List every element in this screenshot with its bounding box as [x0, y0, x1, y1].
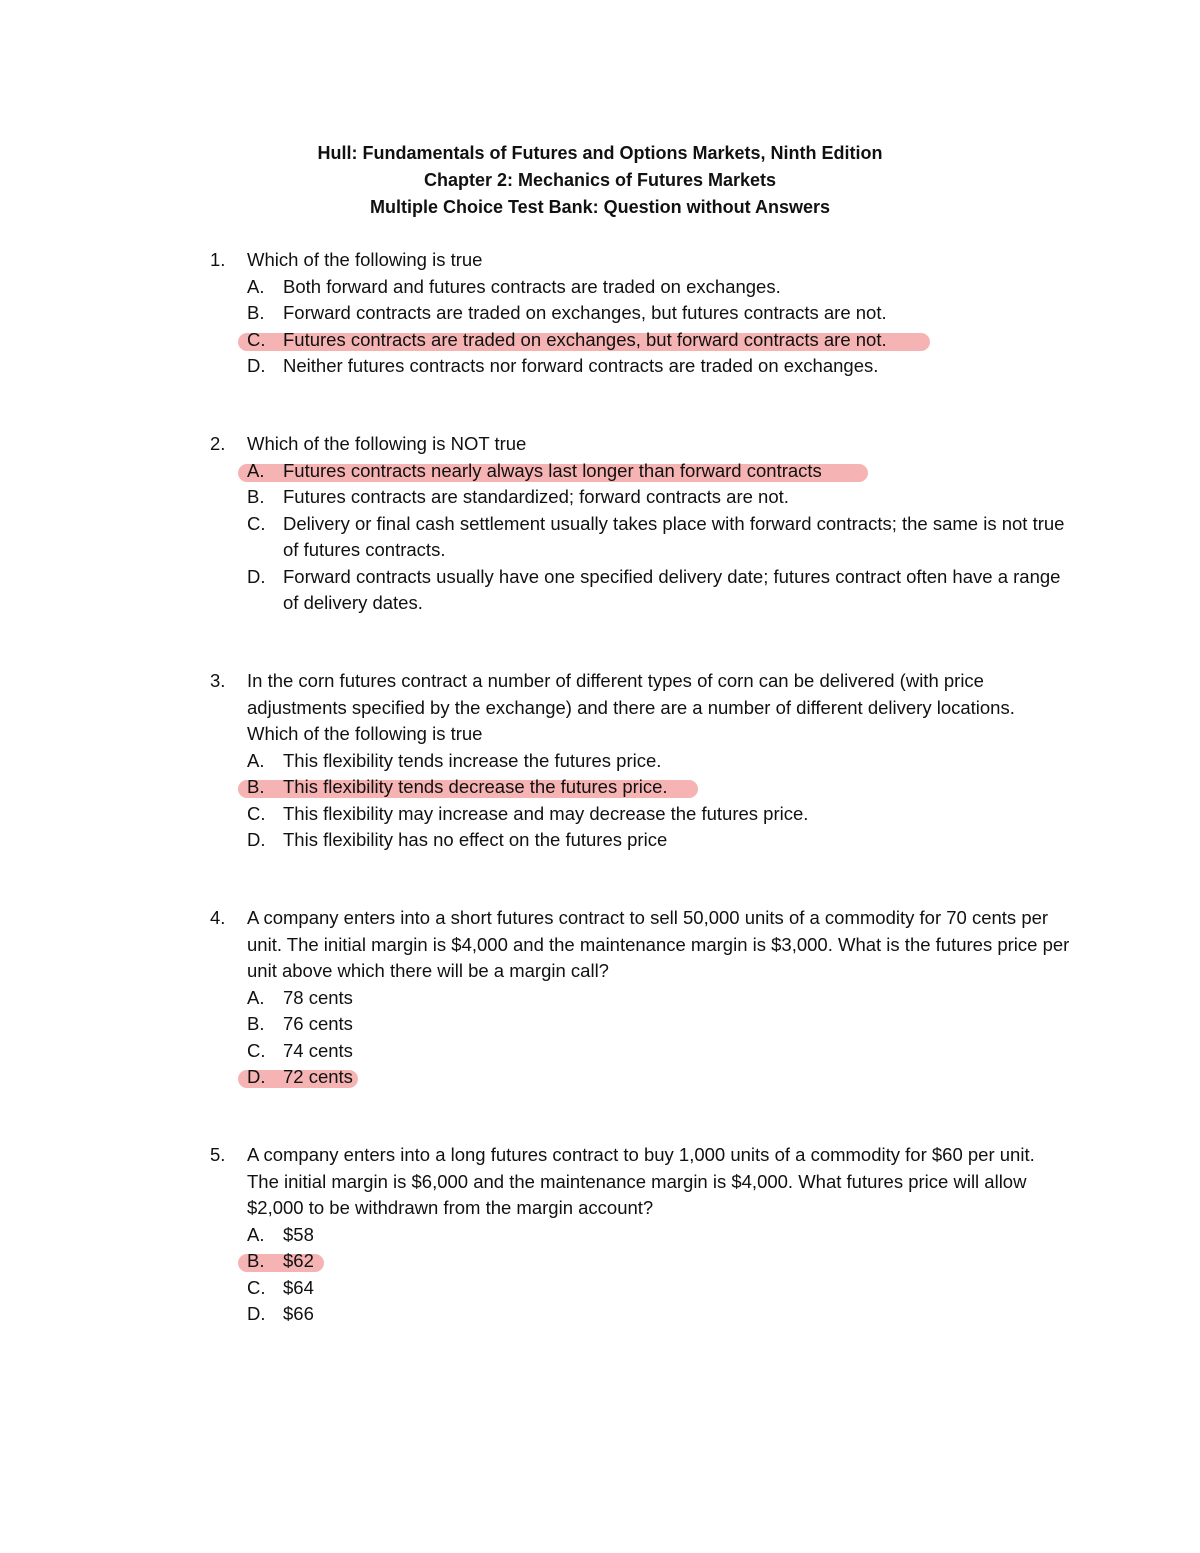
option-d: [210, 1301, 1070, 1328]
option-text: $58: [283, 1223, 314, 1245]
question-1: [210, 247, 1070, 380]
question-text: A company enters into a long futures contract to buy 1,000 units of a commodity for $60 per unit. The initial margin is $6,000 and the maintenance margin is $4,000. What futures price will allow $2,000 to be withdrawn from the margin account?: [247, 1144, 1035, 1218]
option-letter: A.: [247, 459, 265, 481]
question-number: 5.: [210, 1144, 226, 1165]
option-letter: C.: [247, 1039, 266, 1061]
option-text: 76 cents: [283, 1013, 353, 1034]
option-b: [210, 1248, 1070, 1275]
option-letter: A.: [247, 986, 265, 1008]
option-text: Futures contracts are standardized; forward contracts are not.: [283, 486, 789, 507]
option-c: [210, 1038, 1070, 1065]
option-b: [210, 484, 1070, 511]
question-text: A company enters into a short futures contract to sell 50,000 units of a commodity for 70 cents per unit. The initial margin is $4,000 and the maintenance margin is $3,000. What is the futures price per unit above which there will be a margin call?: [247, 907, 1070, 981]
test-bank-title: Multiple Choice Test Bank: Question without Answers: [369, 197, 831, 217]
option-b: [210, 300, 1070, 327]
option-text: Forward contracts are traded on exchanges, but futures contracts are not.: [283, 302, 887, 323]
option-d: [210, 564, 1070, 617]
question-2: [210, 431, 1070, 617]
option-d: [210, 353, 1070, 380]
option-letter: A.: [247, 275, 265, 297]
option-d: [210, 827, 1070, 854]
option-letter: D.: [247, 829, 266, 850]
option-a: [210, 458, 1070, 485]
book-title: Hull: Fundamentals of Futures and Options Markets, Ninth Edition: [317, 143, 883, 163]
option-text: This flexibility tends increase the futures price.: [283, 749, 662, 771]
question-text: Which of the following is NOT true: [247, 433, 527, 454]
question-stem: [210, 431, 1070, 458]
option-text: This flexibility may increase and may decrease the futures price.: [283, 802, 809, 824]
option-letter: B.: [247, 486, 265, 507]
option-letter: B.: [247, 1013, 265, 1034]
question-number: 4.: [210, 907, 226, 928]
option-text: This flexibility tends decrease the futures price.: [283, 776, 668, 797]
question-stem: [210, 1142, 1070, 1222]
question-stem: [210, 247, 1070, 274]
option-text: Futures contracts nearly always last longer than forward contracts: [283, 459, 822, 481]
option-text: $66: [283, 1303, 314, 1324]
option-text: Neither futures contracts nor forward contracts are traded on exchanges.: [283, 355, 879, 376]
option-d: [210, 1064, 1070, 1091]
question-3: [210, 668, 1070, 854]
option-a: [210, 1222, 1070, 1249]
option-letter: C.: [247, 802, 266, 824]
option-b: [210, 774, 1070, 801]
question-number: 3.: [210, 670, 226, 691]
chapter-title: Chapter 2: Mechanics of Futures Markets: [423, 170, 777, 190]
option-text: $62: [283, 1250, 314, 1271]
option-letter: D.: [247, 355, 266, 376]
question-number: 2.: [210, 433, 226, 454]
option-text: This flexibility has no effect on the futures price: [283, 829, 668, 850]
question-4: [210, 905, 1070, 1091]
question-5: [210, 1142, 1070, 1328]
option-text: Delivery or final cash settlement usually takes place with forward contracts; the same is not true of futures contracts.: [283, 512, 1065, 560]
question-text: In the corn futures contract a number of different types of corn can be delivered (with price adjustments specified by the exchange) and there are a number of different delivery locations. Which of the following is true: [247, 670, 1015, 744]
option-letter: B.: [247, 1250, 265, 1271]
question-stem: [210, 668, 1070, 748]
option-text: Forward contracts usually have one specified delivery date; futures contract often have a range of delivery dates.: [283, 565, 1061, 613]
option-a: [210, 748, 1070, 775]
option-letter: C.: [247, 512, 266, 534]
option-letter: B.: [247, 776, 265, 797]
option-text: Futures contracts are traded on exchanges, but forward contracts are not.: [283, 328, 887, 350]
option-text: Both forward and futures contracts are traded on exchanges.: [283, 275, 781, 297]
option-c: [210, 511, 1070, 564]
option-letter: D.: [247, 1303, 266, 1324]
option-a: [210, 985, 1070, 1012]
option-letter: D.: [247, 1066, 266, 1087]
option-letter: A.: [247, 749, 265, 771]
option-c: [210, 1275, 1070, 1302]
option-c: [210, 801, 1070, 828]
option-text: $64: [283, 1276, 314, 1298]
option-c: [210, 327, 1070, 354]
question-number: 1.: [210, 249, 226, 270]
option-b: [210, 1011, 1070, 1038]
option-text: 72 cents: [283, 1066, 353, 1087]
document-header: [0, 140, 1200, 221]
question-text: Which of the following is true: [247, 249, 483, 270]
option-text: 78 cents: [283, 986, 353, 1008]
option-text: 74 cents: [283, 1039, 353, 1061]
option-letter: D.: [247, 565, 266, 587]
option-letter: C.: [247, 328, 266, 350]
option-letter: A.: [247, 1223, 265, 1245]
question-stem: [210, 905, 1070, 985]
option-a: [210, 274, 1070, 301]
option-letter: C.: [247, 1276, 266, 1298]
option-letter: B.: [247, 302, 265, 323]
